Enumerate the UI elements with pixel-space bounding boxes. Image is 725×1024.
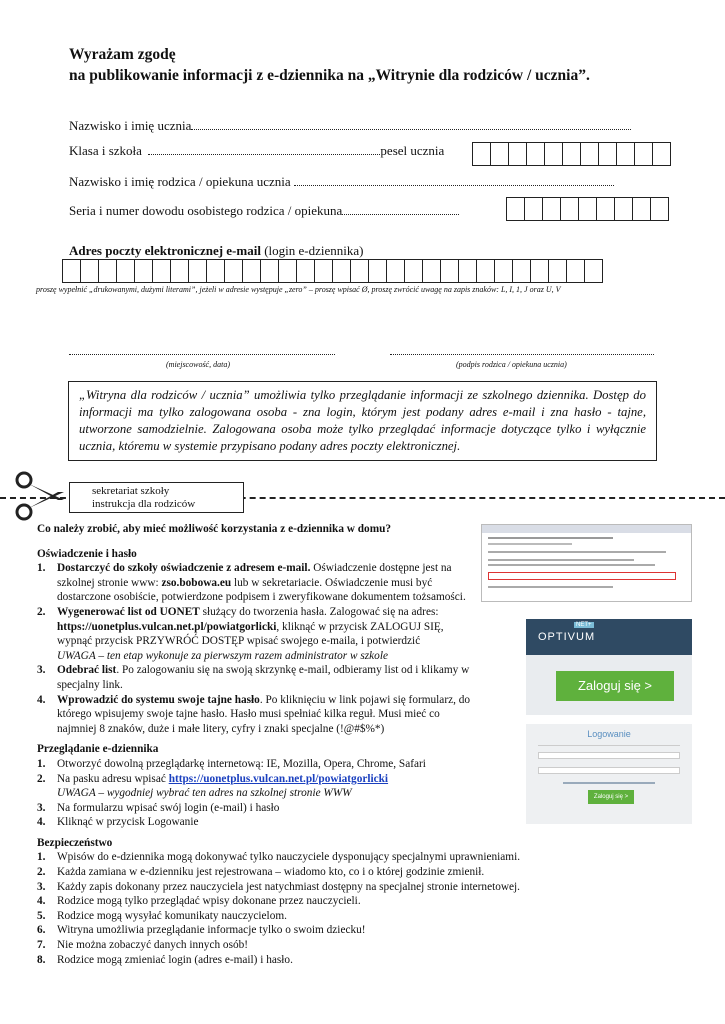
list-item: 8. Rodzice mogą zmieniać login (adres e-mail) i hasło. <box>37 953 293 966</box>
char-box[interactable] <box>260 259 279 283</box>
char-box[interactable] <box>350 259 369 283</box>
id-number-label: Seria i numer dowodu osobistego rodzica / opiekuna <box>69 203 343 218</box>
email-boxes[interactable] <box>63 259 603 283</box>
char-box[interactable] <box>224 259 243 283</box>
char-box[interactable] <box>650 197 669 221</box>
id-number-boxes[interactable] <box>507 197 669 221</box>
parent-name-field[interactable] <box>294 185 614 186</box>
char-box[interactable] <box>584 259 603 283</box>
student-name-label: Nazwisko i imię ucznia <box>69 118 192 133</box>
char-box[interactable] <box>98 259 117 283</box>
char-box[interactable] <box>524 197 543 221</box>
char-box[interactable] <box>614 197 633 221</box>
section-title-browsing: Przeglądanie e-dziennika <box>37 743 159 756</box>
scissors-icon <box>14 470 66 522</box>
info-note: „Witryna dla rodziców / ucznia” umożliwia tylko przeglądanie informacji ze szkolnego dziennika. Dostęp do informacji ma tylko zalogowana osoba - zna login, którym jest podany adres e-mail i zna hasło - tajne, utworzone samodzielnie. Zalogowana osoba może tylko przeglądać informacje dotyczące tylko i wyłącznie ucznia, któremu w systemie przypisano podany adres poczty elektronicznej. <box>68 381 657 461</box>
class-school-label: Klasa i szkoła <box>69 143 142 158</box>
char-box[interactable] <box>116 259 135 283</box>
student-name-row <box>69 118 631 134</box>
title-line-1: Wyrażam zgodę <box>69 46 176 63</box>
char-box[interactable] <box>508 142 527 166</box>
list-item: 1. Dostarczyć do szkoły oświadczenie z adresem e-mail. Oświadczenie dostępne jest na szkolnej stronie www: zso.bobowa.eu lub w sekretariacie. Oświadczenie musi być dostarczone osobiście, potwierdzone podpisem i zweryfikowane dokumentem tożsamości. <box>37 562 466 604</box>
char-box[interactable] <box>512 259 531 283</box>
char-box[interactable] <box>526 142 545 166</box>
class-school-field[interactable] <box>148 154 380 155</box>
uonet-link[interactable]: https://uonetplus.vulcan.net.pl/powiatgorlicki <box>168 772 389 785</box>
char-box[interactable] <box>544 142 563 166</box>
char-box[interactable] <box>652 142 671 166</box>
optivum-login-button[interactable]: Zaloguj się > <box>556 671 674 701</box>
password-steps <box>37 561 477 736</box>
char-box[interactable] <box>206 259 225 283</box>
char-box[interactable] <box>542 197 561 221</box>
char-box[interactable] <box>440 259 459 283</box>
char-box[interactable] <box>458 259 477 283</box>
login-form-title: Logowanie <box>587 729 631 739</box>
char-box[interactable] <box>476 259 495 283</box>
char-box[interactable] <box>560 197 579 221</box>
char-box[interactable] <box>242 259 261 283</box>
page-title <box>69 44 689 86</box>
email-label-bold: Adres poczty elektronicznej e-mail <box>69 243 261 258</box>
char-box[interactable] <box>578 197 597 221</box>
browsing-steps <box>37 757 477 830</box>
cut-label-line-1: sekretariat szkoły <box>92 485 170 497</box>
pesel-boxes[interactable] <box>473 142 671 166</box>
section-title-password: Oświadczenie i hasło <box>37 547 137 560</box>
list-item: 2. Na pasku adresu wpisać https://uonetplus.vulcan.net.pl/powiatgorlicki UWAGA – wygodniej wybrać ten adres na szkolnej stronie WWW <box>37 772 389 800</box>
char-box[interactable] <box>314 259 333 283</box>
char-box[interactable] <box>490 142 509 166</box>
list-item: 2. Każda zamiana w e-dzienniku jest rejestrowana – wiadomo kto, co i o której godzinie zmienił. <box>37 866 485 879</box>
cut-label-box <box>69 482 244 513</box>
char-box[interactable] <box>422 259 441 283</box>
char-box[interactable] <box>170 259 189 283</box>
char-box[interactable] <box>580 142 599 166</box>
char-box[interactable] <box>472 142 491 166</box>
list-item: 5. Rodzice mogą wysyłać komunikaty nauczycielom. <box>37 909 287 922</box>
list-item: 4. Rodzice mogą tylko przeglądać wpisy dokonane przez nauczycieli. <box>37 895 361 908</box>
list-item: 1. Otworzyć dowolną przeglądarkę internetową: IE, Mozilla, Opera, Chrome, Safari <box>37 757 426 770</box>
char-box[interactable] <box>634 142 653 166</box>
list-item: 2. Wygenerować list od UONET służący do tworzenia hasła. Zalogować się na adres: https://uonetplus.vulcan.net.pl/powiatgorlicki, kliknąć w przycisk ZALOGUJ SIĘ, wypnąć przycisk PRZYWRÓĆ DOSTĘP wpisać swojego e-maila, i potwierdzić UWAGA – ten etap wykonuje za pierwszym razem administrator w szkole <box>37 605 444 662</box>
optivum-login-image <box>526 619 692 715</box>
parent-name-row <box>69 174 614 190</box>
place-date-caption: (miejscowość, data) <box>166 360 230 369</box>
list-item: 7. Nie można zobaczyć danych innych osób! <box>37 939 249 952</box>
id-number-row <box>69 203 459 219</box>
char-box[interactable] <box>296 259 315 283</box>
char-box[interactable] <box>548 259 567 283</box>
char-box[interactable] <box>530 259 549 283</box>
parent-name-label: Nazwisko i imię rodzica / opiekuna ucznia <box>69 174 291 189</box>
char-box[interactable] <box>566 259 585 283</box>
email-preview-image <box>481 524 692 602</box>
signature-caption: (podpis rodzica / opiekuna ucznia) <box>456 360 567 369</box>
cut-label-line-2: instrukcja dla rodziców <box>92 498 196 510</box>
char-box[interactable] <box>278 259 297 283</box>
signature-field[interactable] <box>390 354 654 355</box>
list-item: 3. Każdy zapis dokonany przez nauczyciela jest natychmiast dostępny na specjalnej stronie internetowej. <box>37 880 521 893</box>
pesel-label: pesel ucznia <box>380 143 445 158</box>
char-box[interactable] <box>506 197 525 221</box>
login-form-image <box>526 724 692 824</box>
list-item: 3. Odebrać list. Po zalogowaniu się na swoją skrzynkę e-mail, odbieramy list od i klikamy w specjalny link. <box>37 664 470 691</box>
login-form-button[interactable]: Zaloguj się > <box>588 790 634 804</box>
id-number-field[interactable] <box>342 214 459 215</box>
instructions-question: Co należy zrobić, aby mieć możliwość korzystania z e-dziennika w domu? <box>37 523 392 535</box>
optivum-brand: OPTIVUM <box>538 631 596 643</box>
list-item: 6. Witryna umożliwia przeglądanie informacje tylko o swoim dziecku! <box>37 924 366 937</box>
char-box[interactable] <box>632 197 651 221</box>
char-box[interactable] <box>134 259 153 283</box>
char-box[interactable] <box>404 259 423 283</box>
email-hint: proszę wypełnić „drukowanymi, dużymi literami”, jeżeli w adresie występuje „zero” – proszę wpisać Ø, proszę zwrócić uwagę na zapis znaków: L, I, 1, J oraz U, V <box>36 285 561 294</box>
section-title-security: Bezpieczeństwo <box>37 836 113 849</box>
char-box[interactable] <box>152 259 171 283</box>
char-box[interactable] <box>368 259 387 283</box>
list-item: 1. Wpisów do e-dziennika mogą dokonywać tylko nauczyciele dysponujący specjalnymi uprawnieniami. <box>37 851 521 864</box>
list-item: 4. Wprowadzić do systemu swoje tajne hasło. Po kliknięciu w link pojawi się formularz, do którego wpisujemy swoje tajne hasło. Hasło musi spełniać kilka reguł. Musi mieć co najmniej 8 znaków, duże i małe litery, cyfry i znaki specjalne (!@#$%*) <box>37 693 471 735</box>
title-line-2: na publikowanie informacji z e-dziennika na „Witrynie dla rodziców / ucznia”. <box>69 67 590 84</box>
char-box[interactable] <box>616 142 635 166</box>
security-list <box>37 850 597 967</box>
char-box[interactable] <box>62 259 81 283</box>
instructions <box>37 522 521 967</box>
optivum-badge: NET+ <box>576 622 592 628</box>
list-item: 3. Na formularzu wpisać swój login (e-mail) i hasło <box>37 801 280 814</box>
email-label-row <box>69 243 363 259</box>
char-box[interactable] <box>596 197 615 221</box>
char-box[interactable] <box>80 259 99 283</box>
char-box[interactable] <box>494 259 513 283</box>
char-box[interactable] <box>386 259 405 283</box>
char-box[interactable] <box>332 259 351 283</box>
char-box[interactable] <box>598 142 617 166</box>
class-school-row <box>69 143 444 159</box>
place-date-field[interactable] <box>69 354 335 355</box>
email-label-rest: (login e-dziennika) <box>264 243 364 258</box>
student-name-field[interactable] <box>191 129 631 130</box>
char-box[interactable] <box>188 259 207 283</box>
char-box[interactable] <box>562 142 581 166</box>
list-item: 4. Kliknąć w przycisk Logowanie <box>37 816 199 829</box>
